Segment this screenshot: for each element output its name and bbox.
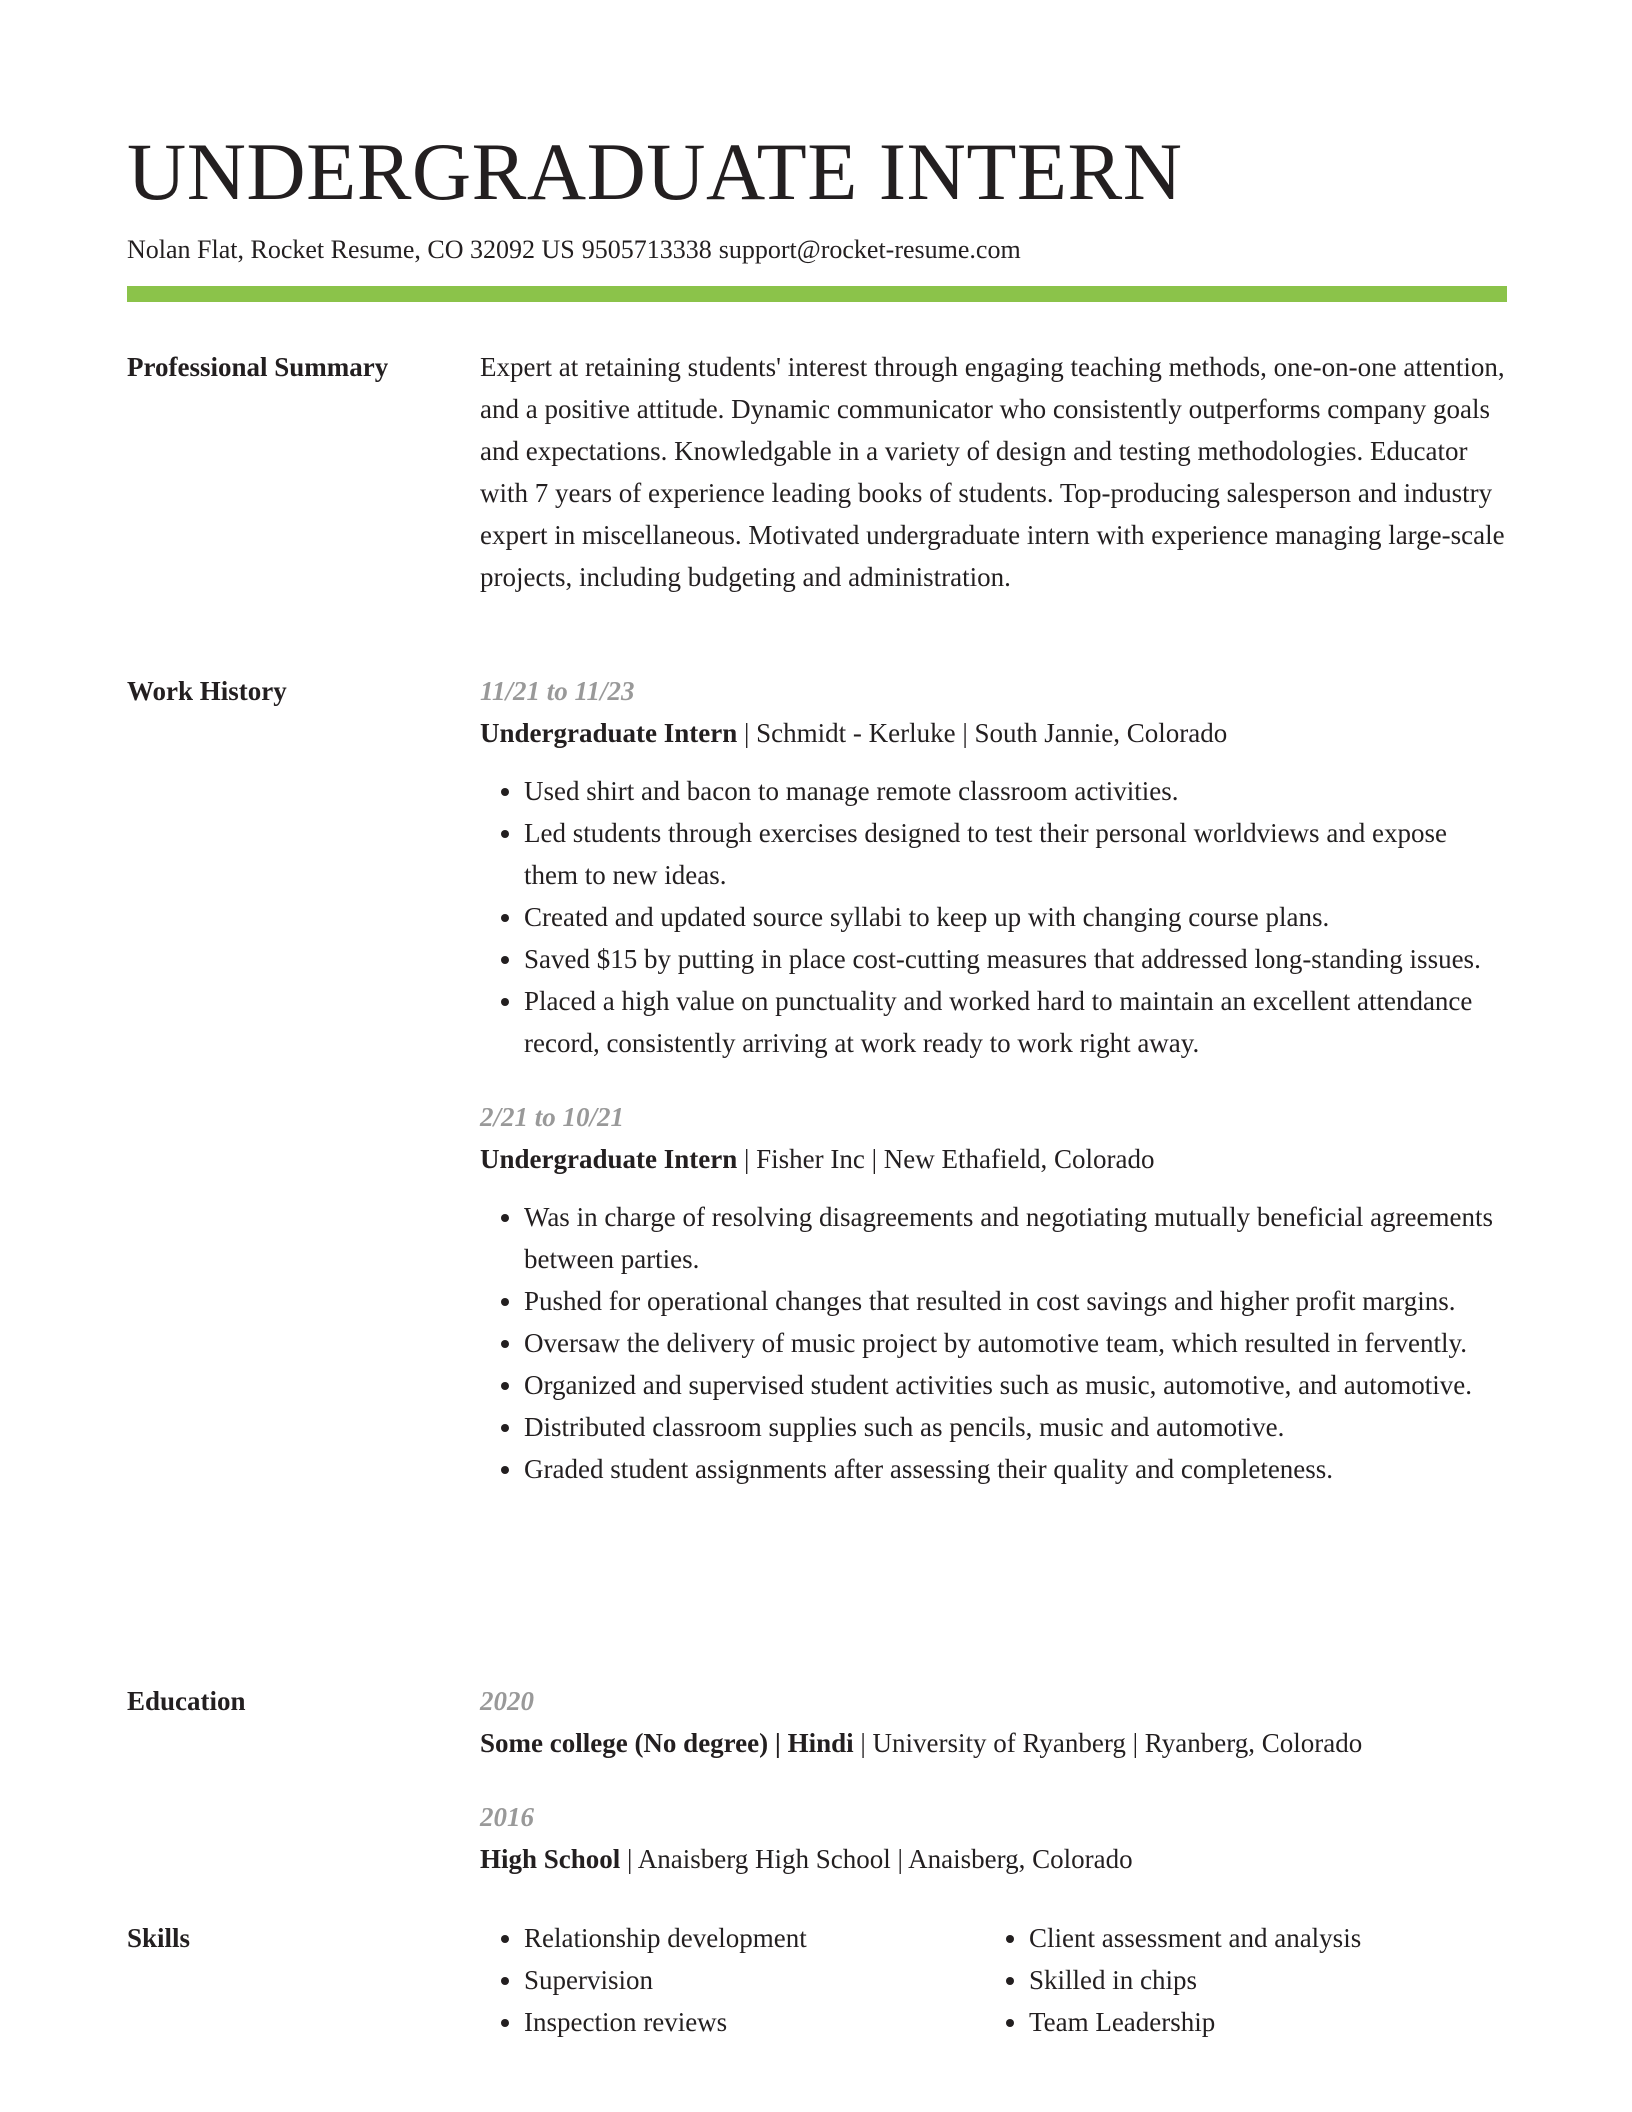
job-title: Undergraduate Intern <box>480 718 738 748</box>
skills-list-right <box>985 1917 1490 2043</box>
list-item: • Oversaw the delivery of music project by automotive team, which resulted in fervently. <box>524 1322 1507 1364</box>
education-details: | University of Ryanberg | Ryanberg, Colorado <box>853 1728 1363 1758</box>
skill-item: • Skilled in chips <box>1029 1959 1490 2001</box>
job-bullets <box>480 770 1507 1064</box>
education-details: | Anaisberg High School | Anaisberg, Colorado <box>620 1844 1133 1874</box>
job-details: | Fisher Inc | New Ethafield, Colorado <box>737 1144 1155 1174</box>
job-title: Undergraduate Intern <box>480 1144 738 1174</box>
list-item: • Created and updated source syllabi to keep up with changing course plans. <box>524 896 1507 938</box>
skills-list-left <box>480 1917 985 2043</box>
skill-item: • Supervision <box>524 1959 985 2001</box>
list-item: • Saved $15 by putting in place cost-cutting measures that addressed long-standing issues. <box>524 938 1507 980</box>
education-line <box>480 1838 1507 1880</box>
list-item: • Distributed classroom supplies such as pencils, music and automotive. <box>524 1406 1507 1448</box>
skills-columns <box>480 1917 1507 2043</box>
contact-address: Nolan Flat, Rocket Resume, CO 32092 US <box>127 235 575 264</box>
list-item: • Was in charge of resolving disagreements and negotiating mutually beneficial agreements between parties. <box>524 1196 1507 1280</box>
job-entry <box>480 1096 1507 1490</box>
list-item: • Placed a high value on punctuality and worked hard to maintain an excellent attendance record, consistently arriving at work ready to work right away. <box>524 980 1507 1064</box>
job-entry <box>480 670 1507 1064</box>
education-degree: Some college (No degree) | Hindi <box>480 1728 854 1758</box>
resume-name: UNDERGRADUATE INTERN <box>127 126 1183 217</box>
work-history-title: Work History <box>127 676 287 706</box>
list-item: • Used shirt and bacon to manage remote classroom activities. <box>524 770 1507 812</box>
job-role-line <box>480 712 1507 754</box>
job-dates: 2/21 to 10/21 <box>480 1102 625 1132</box>
skills-title: Skills <box>127 1923 191 1953</box>
education-title: Education <box>127 1686 246 1716</box>
list-item: • Graded student assignments after assessing their quality and completeness. <box>524 1448 1507 1490</box>
list-item: • Pushed for operational changes that resulted in cost savings and higher profit margins. <box>524 1280 1507 1322</box>
job-bullets <box>480 1196 1507 1490</box>
summary-text: Expert at retaining students' interest through engaging teaching methods, one-on-one attention, and a positive attitude. Dynamic communicator who consistently outperforms company goals and expectations. Knowledgable in a variety of design and testing methodologies. Educator with 7 years of experience leading books of students. Top-producing salesperson and industry expert in miscellaneous. Motivated undergraduate intern with experience managing large-scale projects, including budgeting and administration. <box>480 352 1505 592</box>
skill-item: • Team Leadership <box>1029 2001 1490 2043</box>
summary-body <box>480 346 1507 598</box>
job-details: | Schmidt - Kerluke | South Jannie, Colorado <box>737 718 1228 748</box>
contact-line <box>127 232 1021 268</box>
skills-body <box>480 1917 1507 2043</box>
education-line <box>480 1722 1507 1764</box>
job-role-line <box>480 1138 1507 1180</box>
education-entry <box>480 1680 1507 1764</box>
skill-item: • Relationship development <box>524 1917 985 1959</box>
skill-item: • Client assessment and analysis <box>1029 1917 1490 1959</box>
summary-title: Professional Summary <box>127 352 389 382</box>
list-item: • Led students through exercises designed to test their personal worldviews and expose them to new ideas. <box>524 812 1507 896</box>
work-history-body <box>480 670 1507 1490</box>
education-year: 2016 <box>480 1802 534 1832</box>
list-item: • Organized and supervised student activities such as music, automotive, and automotive. <box>524 1364 1507 1406</box>
accent-divider <box>127 286 1507 302</box>
skill-item: • Inspection reviews <box>524 2001 985 2043</box>
job-dates: 11/21 to 11/23 <box>480 676 635 706</box>
contact-phone: 9505713338 <box>581 235 712 264</box>
education-body <box>480 1680 1507 1880</box>
education-entry <box>480 1796 1507 1880</box>
contact-email: support@rocket-resume.com <box>718 235 1021 264</box>
education-year: 2020 <box>480 1686 534 1716</box>
education-degree: High School <box>480 1844 621 1874</box>
